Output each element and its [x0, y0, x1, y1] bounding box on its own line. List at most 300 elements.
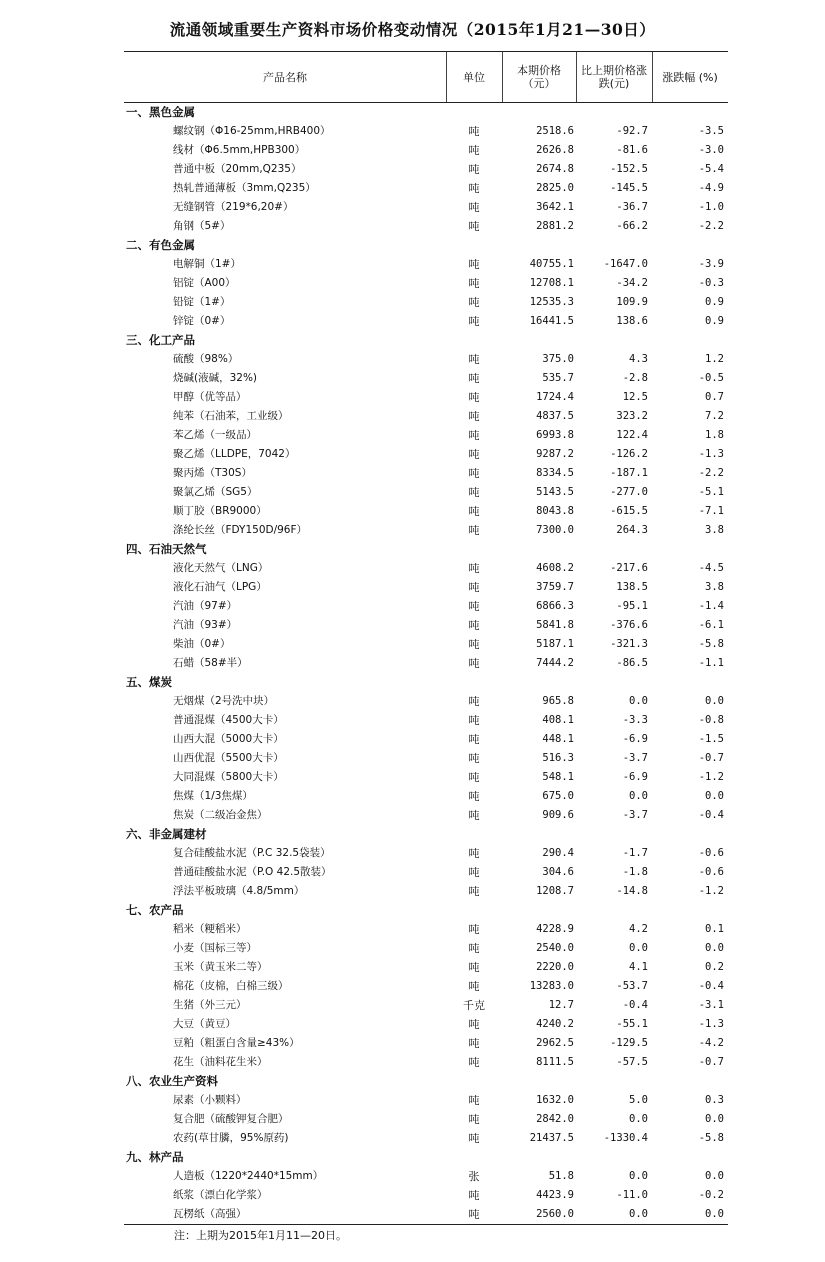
change-cell: -66.2 [616, 220, 648, 232]
table-row [124, 920, 728, 939]
table-header [124, 51, 728, 103]
pct-cell: 0.3 [705, 1094, 724, 1106]
price-cell: 4837.5 [536, 410, 574, 422]
product-name: 锌锭（0#） [173, 315, 231, 327]
product-name: 复合硅酸盐水泥（P.C 32.5袋装） [173, 847, 331, 859]
unit-cell: 吨 [468, 809, 480, 822]
category-name: 五、煤炭 [126, 675, 172, 689]
table-row [124, 616, 728, 635]
pct-cell: -0.7 [698, 1056, 724, 1068]
change-cell: -11.0 [616, 1189, 648, 1201]
change-cell: -1647.0 [603, 258, 648, 270]
product-name: 液化天然气（LNG） [173, 562, 269, 574]
product-name: 普通混煤（4500大卡） [173, 714, 284, 726]
product-name: 复合肥（硫酸钾复合肥） [173, 1113, 289, 1125]
product-name: 无缝钢管（219*6,20#） [173, 201, 294, 213]
product-name: 豆粕（粗蛋白含量≥43%） [173, 1037, 300, 1049]
price-cell: 12708.1 [529, 277, 574, 289]
table-row [124, 768, 728, 787]
change-cell: 323.2 [616, 410, 648, 422]
pct-cell: -5.4 [698, 163, 724, 175]
product-name: 硫酸（98%） [173, 353, 239, 365]
change-cell: -3.7 [622, 809, 648, 821]
change-cell: -6.9 [622, 733, 648, 745]
price-cell: 7444.2 [536, 657, 574, 669]
table-row [124, 578, 728, 597]
pct-cell: 0.0 [705, 1113, 724, 1125]
unit-cell: 吨 [468, 866, 480, 879]
product-name: 山西优混（5500大卡） [173, 752, 284, 764]
price-cell: 304.6 [542, 866, 574, 878]
pct-cell: 0.0 [705, 942, 724, 954]
table-row [124, 141, 728, 160]
pct-cell: -0.3 [698, 277, 724, 289]
pct-cell: -1.2 [698, 771, 724, 783]
price-cell: 1208.7 [536, 885, 574, 897]
pct-cell: 0.0 [705, 1170, 724, 1182]
pct-cell: -4.9 [698, 182, 724, 194]
change-cell: -2.8 [622, 372, 648, 384]
unit-cell: 吨 [468, 885, 480, 898]
table-row [124, 179, 728, 198]
table-row [124, 502, 728, 521]
table-row [124, 122, 728, 141]
category-row [124, 1072, 728, 1091]
product-name: 纸浆（漂白化学浆） [173, 1189, 268, 1201]
table-row [124, 635, 728, 654]
change-cell: -321.3 [610, 638, 648, 650]
unit-cell: 吨 [468, 486, 480, 499]
pct-cell: 0.1 [705, 923, 724, 935]
footnote: 注：上期为2015年1月11—20日。 [174, 1229, 347, 1242]
pct-cell: -0.4 [698, 980, 724, 992]
pct-cell: -1.1 [698, 657, 724, 669]
change-cell: 138.5 [616, 581, 648, 593]
price-cell: 2962.5 [536, 1037, 574, 1049]
table-row [124, 1015, 728, 1034]
unit-cell: 吨 [468, 714, 480, 727]
unit-cell: 吨 [468, 619, 480, 632]
table-row [124, 1167, 728, 1186]
product-name: 玉米（黄玉米二等） [173, 961, 268, 973]
pct-cell: 0.2 [705, 961, 724, 973]
pct-cell: -5.1 [698, 486, 724, 498]
product-name: 山西大混（5000大卡） [173, 733, 284, 745]
category-name: 三、化工产品 [126, 333, 195, 347]
product-name: 螺纹钢（Φ16-25mm,HRB400） [173, 125, 331, 137]
price-cell: 2560.0 [536, 1208, 574, 1220]
table-row [124, 198, 728, 217]
table-row [124, 559, 728, 578]
unit-cell: 吨 [468, 410, 480, 423]
change-cell: -34.2 [616, 277, 648, 289]
product-name: 大豆（黄豆） [173, 1018, 236, 1030]
change-cell: -57.5 [616, 1056, 648, 1068]
unit-cell: 吨 [468, 258, 480, 271]
unit-cell: 吨 [468, 733, 480, 746]
category-row [124, 331, 728, 350]
price-cell: 13283.0 [529, 980, 574, 992]
unit-cell: 吨 [468, 372, 480, 385]
price-cell: 12535.3 [529, 296, 574, 308]
table-row [124, 293, 728, 312]
product-name: 铅锭（1#） [173, 296, 231, 308]
pct-cell: -7.1 [698, 505, 724, 517]
table-row [124, 787, 728, 806]
table-row [124, 217, 728, 236]
price-cell: 2540.0 [536, 942, 574, 954]
table-row [124, 350, 728, 369]
unit-cell: 吨 [468, 961, 480, 974]
change-cell: 0.0 [629, 790, 648, 802]
price-cell: 5143.5 [536, 486, 574, 498]
change-cell: 0.0 [629, 1170, 648, 1182]
product-name: 柴油（0#） [173, 638, 231, 650]
table-body [124, 103, 728, 1224]
unit-cell: 吨 [468, 980, 480, 993]
table-row [124, 312, 728, 331]
price-cell: 2842.0 [536, 1113, 574, 1125]
table-row [124, 1205, 728, 1224]
change-cell: 0.0 [629, 695, 648, 707]
pct-cell: 0.9 [705, 315, 724, 327]
price-cell: 40755.1 [529, 258, 574, 270]
unit-cell: 吨 [468, 220, 480, 233]
product-name: 液化石油气（LPG） [173, 581, 267, 593]
unit-cell: 吨 [468, 277, 480, 290]
pct-cell: -0.6 [698, 866, 724, 878]
price-cell: 6866.3 [536, 600, 574, 612]
product-name: 聚丙烯（T30S） [173, 467, 252, 479]
table-bottom-rule [124, 1224, 728, 1225]
change-cell: -187.1 [610, 467, 648, 479]
change-cell: -55.1 [616, 1018, 648, 1030]
pct-cell: -1.4 [698, 600, 724, 612]
category-row [124, 540, 728, 559]
product-name: 生猪（外三元） [173, 999, 247, 1011]
product-name: 热轧普通薄板（3mm,Q235） [173, 182, 316, 194]
category-name: 六、非金属建材 [126, 827, 207, 841]
pct-cell: 0.0 [705, 1208, 724, 1220]
change-cell: -1.7 [622, 847, 648, 859]
pct-cell: -4.5 [698, 562, 724, 574]
price-cell: 5841.8 [536, 619, 574, 631]
price-cell: 21437.5 [529, 1132, 574, 1144]
change-cell: -1.8 [622, 866, 648, 878]
table-row [124, 1034, 728, 1053]
change-cell: -277.0 [610, 486, 648, 498]
pct-cell: -0.6 [698, 847, 724, 859]
pct-cell: 0.7 [705, 391, 724, 403]
unit-cell: 吨 [468, 144, 480, 157]
table-row [124, 597, 728, 616]
table-row [124, 863, 728, 882]
table-row [124, 369, 728, 388]
pct-cell: -1.2 [698, 885, 724, 897]
product-name: 小麦（国标三等） [173, 942, 257, 954]
unit-cell: 吨 [468, 163, 480, 176]
price-cell: 4608.2 [536, 562, 574, 574]
table-row [124, 388, 728, 407]
pct-cell: -4.2 [698, 1037, 724, 1049]
pct-cell: 0.0 [705, 695, 724, 707]
pct-cell: -0.4 [698, 809, 724, 821]
change-cell: -615.5 [610, 505, 648, 517]
table-row [124, 445, 728, 464]
price-cell: 5187.1 [536, 638, 574, 650]
pct-cell: -6.1 [698, 619, 724, 631]
pct-cell: -0.7 [698, 752, 724, 764]
change-cell: -53.7 [616, 980, 648, 992]
category-row [124, 103, 728, 122]
price-cell: 8111.5 [536, 1056, 574, 1068]
table-row [124, 521, 728, 540]
unit-cell: 吨 [468, 201, 480, 214]
table-row [124, 844, 728, 863]
header-price: 本期价格（元） [517, 64, 561, 90]
price-cell: 548.1 [542, 771, 574, 783]
unit-cell: 吨 [468, 391, 480, 404]
pct-cell: 3.8 [705, 524, 724, 536]
price-cell: 2825.0 [536, 182, 574, 194]
price-cell: 290.4 [542, 847, 574, 859]
price-cell: 12.7 [548, 999, 574, 1011]
table-row [124, 996, 728, 1015]
table-row [124, 939, 728, 958]
change-cell: 0.0 [629, 1113, 648, 1125]
unit-cell: 千克 [463, 999, 485, 1012]
unit-cell: 吨 [468, 1113, 480, 1126]
category-name: 八、农业生产资料 [126, 1074, 218, 1088]
category-row [124, 901, 728, 920]
unit-cell: 吨 [468, 353, 480, 366]
price-table [124, 51, 728, 1225]
product-name: 普通中板（20mm,Q235） [173, 163, 302, 175]
product-name: 甲醇（优等品） [173, 391, 247, 403]
product-name: 线材（Φ6.5mm,HPB300） [173, 144, 306, 156]
product-name: 花生（油料花生米） [173, 1056, 268, 1068]
table-row [124, 426, 728, 445]
pct-cell: 0.9 [705, 296, 724, 308]
change-cell: 109.9 [616, 296, 648, 308]
price-cell: 6993.8 [536, 429, 574, 441]
header-unit: 单位 [463, 70, 485, 84]
pct-cell: 1.2 [705, 353, 724, 365]
product-name: 农药(草甘膦，95%原药) [173, 1132, 289, 1144]
table-row [124, 255, 728, 274]
product-name: 涤纶长丝（FDY150D/96F） [173, 524, 308, 536]
category-name: 四、石油天然气 [126, 542, 207, 556]
product-name: 汽油（97#） [173, 600, 238, 612]
product-name: 石蜡（58#半） [173, 657, 248, 669]
change-cell: -81.6 [616, 144, 648, 156]
unit-cell: 吨 [468, 448, 480, 461]
pct-cell: -1.3 [698, 1018, 724, 1030]
price-cell: 2674.8 [536, 163, 574, 175]
product-name: 电解铜（1#） [173, 258, 241, 270]
change-cell: -145.5 [610, 182, 648, 194]
product-name: 普通硅酸盐水泥（P.O 42.5散装） [173, 866, 332, 878]
price-cell: 408.1 [542, 714, 574, 726]
unit-cell: 吨 [468, 923, 480, 936]
header-product-name: 产品名称 [263, 70, 307, 84]
page-title: 流通领域重要生产资料市场价格变动情况（2015年1月21—30日） [169, 20, 656, 39]
change-cell: -86.5 [616, 657, 648, 669]
table-row [124, 749, 728, 768]
product-name: 聚乙烯（LLDPE，7042） [173, 448, 296, 460]
product-name: 瓦楞纸（高强） [173, 1208, 247, 1220]
product-name: 纯苯（石油苯，工业级） [173, 410, 289, 422]
table-row [124, 1129, 728, 1148]
product-name: 聚氯乙烯（SG5） [173, 486, 258, 498]
unit-cell: 吨 [468, 1189, 480, 1202]
unit-cell: 吨 [468, 638, 480, 651]
pct-cell: -2.2 [698, 467, 724, 479]
unit-cell: 吨 [468, 125, 480, 138]
price-cell: 2626.8 [536, 144, 574, 156]
product-name: 尿素（小颗料） [173, 1094, 247, 1106]
change-cell: -6.9 [622, 771, 648, 783]
product-name: 大同混煤（5800大卡） [173, 771, 284, 783]
pct-cell: -5.8 [698, 1132, 724, 1144]
pct-cell: -5.8 [698, 638, 724, 650]
change-cell: -3.3 [622, 714, 648, 726]
product-name: 苯乙烯（一级品） [173, 429, 257, 441]
category-row [124, 825, 728, 844]
unit-cell: 吨 [468, 467, 480, 480]
change-cell: -126.2 [610, 448, 648, 460]
pct-cell: 0.0 [705, 790, 724, 802]
unit-cell: 吨 [468, 1132, 480, 1145]
price-cell: 2220.0 [536, 961, 574, 973]
price-cell: 535.7 [542, 372, 574, 384]
unit-cell: 吨 [468, 296, 480, 309]
unit-cell: 吨 [468, 942, 480, 955]
table-row [124, 654, 728, 673]
price-cell: 448.1 [542, 733, 574, 745]
table-row [124, 730, 728, 749]
unit-cell: 吨 [468, 847, 480, 860]
unit-cell: 吨 [468, 657, 480, 670]
product-name: 焦煤（1/3焦煤） [173, 790, 253, 802]
product-name: 无烟煤（2号洗中块） [173, 695, 275, 707]
unit-cell: 吨 [468, 429, 480, 442]
unit-cell: 吨 [468, 752, 480, 765]
price-cell: 2881.2 [536, 220, 574, 232]
unit-cell: 吨 [468, 505, 480, 518]
pct-cell: 3.8 [705, 581, 724, 593]
change-cell: 5.0 [629, 1094, 648, 1106]
price-cell: 8334.5 [536, 467, 574, 479]
product-name: 汽油（93#） [173, 619, 238, 631]
pct-cell: -1.0 [698, 201, 724, 213]
table-row [124, 1053, 728, 1072]
price-cell: 675.0 [542, 790, 574, 802]
category-row [124, 236, 728, 255]
change-cell: 0.0 [629, 942, 648, 954]
header-change: 比上期价格涨跌(元) [581, 64, 647, 90]
unit-cell: 吨 [468, 695, 480, 708]
unit-cell: 吨 [468, 790, 480, 803]
price-cell: 965.8 [542, 695, 574, 707]
pct-cell: -3.5 [698, 125, 724, 137]
category-row [124, 1148, 728, 1167]
pct-cell: -1.5 [698, 733, 724, 745]
unit-cell: 吨 [468, 1037, 480, 1050]
change-cell: -376.6 [610, 619, 648, 631]
product-name: 烧碱(液碱，32%) [173, 372, 258, 384]
change-cell: 4.2 [629, 923, 648, 935]
price-cell: 1632.0 [536, 1094, 574, 1106]
price-cell: 51.8 [548, 1170, 574, 1182]
pct-cell: 7.2 [705, 410, 724, 422]
table-row [124, 464, 728, 483]
price-cell: 3642.1 [536, 201, 574, 213]
table-row [124, 160, 728, 179]
pct-cell: -0.2 [698, 1189, 724, 1201]
unit-cell: 吨 [468, 182, 480, 195]
change-cell: -3.7 [622, 752, 648, 764]
unit-cell: 吨 [468, 1056, 480, 1069]
change-cell: -152.5 [610, 163, 648, 175]
pct-cell: -3.1 [698, 999, 724, 1011]
price-cell: 16441.5 [529, 315, 574, 327]
change-cell: -1330.4 [603, 1132, 648, 1144]
unit-cell: 吨 [468, 1018, 480, 1031]
price-cell: 375.0 [542, 353, 574, 365]
category-name: 九、林产品 [126, 1150, 184, 1164]
unit-cell: 吨 [468, 581, 480, 594]
table-row [124, 1091, 728, 1110]
price-cell: 516.3 [542, 752, 574, 764]
product-name: 人造板（1220*2440*15mm） [173, 1170, 324, 1182]
unit-cell: 吨 [468, 1094, 480, 1107]
table-row [124, 958, 728, 977]
table-row [124, 692, 728, 711]
table-row [124, 483, 728, 502]
product-name: 棉花（皮棉，白棉三级） [173, 980, 289, 992]
change-cell: -129.5 [610, 1037, 648, 1049]
price-cell: 9287.2 [536, 448, 574, 460]
product-name: 浮法平板玻璃（4.8/5mm） [173, 885, 305, 897]
change-cell: 0.0 [629, 1208, 648, 1220]
price-cell: 2518.6 [536, 125, 574, 137]
unit-cell: 吨 [468, 315, 480, 328]
product-name: 焦炭（二级冶金焦） [173, 809, 268, 821]
table-row [124, 711, 728, 730]
product-name: 角钢（5#） [173, 220, 231, 232]
change-cell: 12.5 [622, 391, 648, 403]
change-cell: -217.6 [610, 562, 648, 574]
price-cell: 7300.0 [536, 524, 574, 536]
change-cell: -95.1 [616, 600, 648, 612]
pct-cell: -2.2 [698, 220, 724, 232]
unit-cell: 吨 [468, 562, 480, 575]
pct-cell: -1.3 [698, 448, 724, 460]
unit-cell: 吨 [468, 1208, 480, 1221]
price-cell: 4228.9 [536, 923, 574, 935]
price-cell: 4240.2 [536, 1018, 574, 1030]
unit-cell: 张 [468, 1170, 480, 1183]
price-cell: 3759.7 [536, 581, 574, 593]
price-cell: 909.6 [542, 809, 574, 821]
table-row [124, 1186, 728, 1205]
pct-cell: -0.8 [698, 714, 724, 726]
category-name: 二、有色金属 [126, 238, 195, 252]
unit-cell: 吨 [468, 600, 480, 613]
unit-cell: 吨 [468, 524, 480, 537]
category-row [124, 673, 728, 692]
